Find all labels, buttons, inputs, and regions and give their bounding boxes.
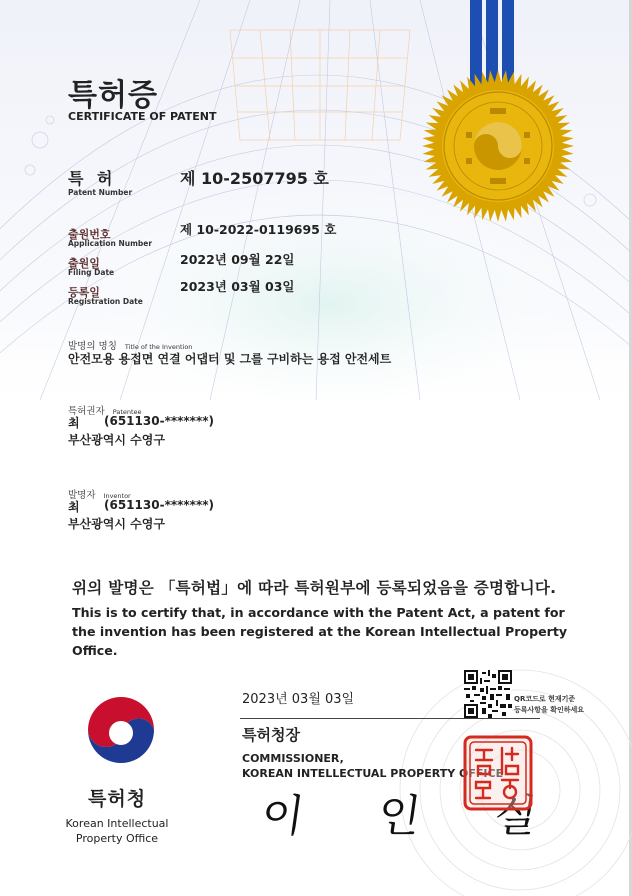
application-label-en: Application Number bbox=[68, 239, 153, 248]
qr-note bbox=[514, 694, 624, 716]
certificate-title-en: CERTIFICATE OF PATENT bbox=[68, 110, 217, 123]
patentee-address: 부산광역시 수영구 bbox=[68, 433, 165, 447]
commissioner-en-line2: KOREAN INTELLECTUAL PROPERTY OFFICE bbox=[242, 767, 504, 780]
invention-label: 발명의 명칭 bbox=[68, 341, 117, 352]
divider bbox=[240, 718, 540, 719]
filing-date: 2022년 09월 22일 bbox=[180, 252, 295, 267]
registration-label: 등록일 bbox=[68, 286, 100, 299]
office-name: 특허청 bbox=[88, 788, 147, 810]
commissioner-title: 특허청장 bbox=[242, 726, 300, 744]
application-number: 제 10-2022-0119695 호 bbox=[180, 222, 337, 237]
patentee-label-en: Patentee bbox=[112, 408, 142, 416]
inventor-id: (651130-*******) bbox=[104, 498, 214, 512]
qr-note-line1: QR코드로 현재기준 bbox=[514, 695, 576, 703]
patentee-name: 최 bbox=[68, 416, 80, 430]
application-label: 출원번호 bbox=[68, 228, 111, 241]
certification-statement-en: This is to certify that, in accordance with the Patent Act, a patent for the invention has been registered at the Korean Intellectual Property Office. bbox=[72, 605, 568, 658]
patent-label: 특 허 bbox=[68, 169, 117, 188]
commissioner-en-line1: COMMISSIONER, bbox=[242, 752, 344, 765]
registration-label-en: Registration Date bbox=[68, 297, 143, 306]
inventor-address: 부산광역시 수영구 bbox=[68, 517, 165, 531]
qr-note-line2: 등록사항을 확인하세요 bbox=[514, 706, 585, 714]
invention-title: 안전모용 용접면 연결 어댑터 및 그를 구비하는 용접 안전세트 bbox=[68, 352, 392, 366]
inventor-name: 최 bbox=[68, 500, 80, 514]
filing-label: 출원일 bbox=[68, 257, 100, 270]
official-stamp-icon bbox=[462, 734, 534, 812]
patentee-id: (651130-*******) bbox=[104, 414, 214, 428]
signature: 이 인 실 bbox=[257, 791, 571, 842]
gold-seal-icon bbox=[418, 66, 578, 226]
office-name-en bbox=[62, 816, 172, 846]
filing-label-en: Filing Date bbox=[68, 268, 115, 277]
registration-date: 2023년 03월 03일 bbox=[180, 279, 295, 294]
patent-number: 제 10-2507795 호 bbox=[180, 169, 329, 188]
inventor-label: 발명자 bbox=[68, 490, 96, 501]
office-name-en-line1: Korean Intellectual bbox=[65, 817, 169, 830]
certification-statement: 위의 발명은 「특허법」에 따라 특허원부에 등록되었음을 증명합니다. bbox=[72, 579, 557, 597]
patentee-label: 특허권자 bbox=[68, 406, 105, 417]
qr-code-icon[interactable] bbox=[464, 670, 512, 718]
office-name-en-line2: Property Office bbox=[75, 832, 159, 845]
kipo-logo-icon bbox=[82, 694, 160, 772]
certificate-title: 특허증 bbox=[68, 78, 158, 113]
invention-label-en: Title of the Invention bbox=[124, 343, 193, 351]
patent-label-en: Patent Number bbox=[68, 188, 133, 197]
issue-date: 2023년 03월 03일 bbox=[242, 692, 355, 707]
inventor-label-en: Inventor bbox=[103, 492, 131, 500]
